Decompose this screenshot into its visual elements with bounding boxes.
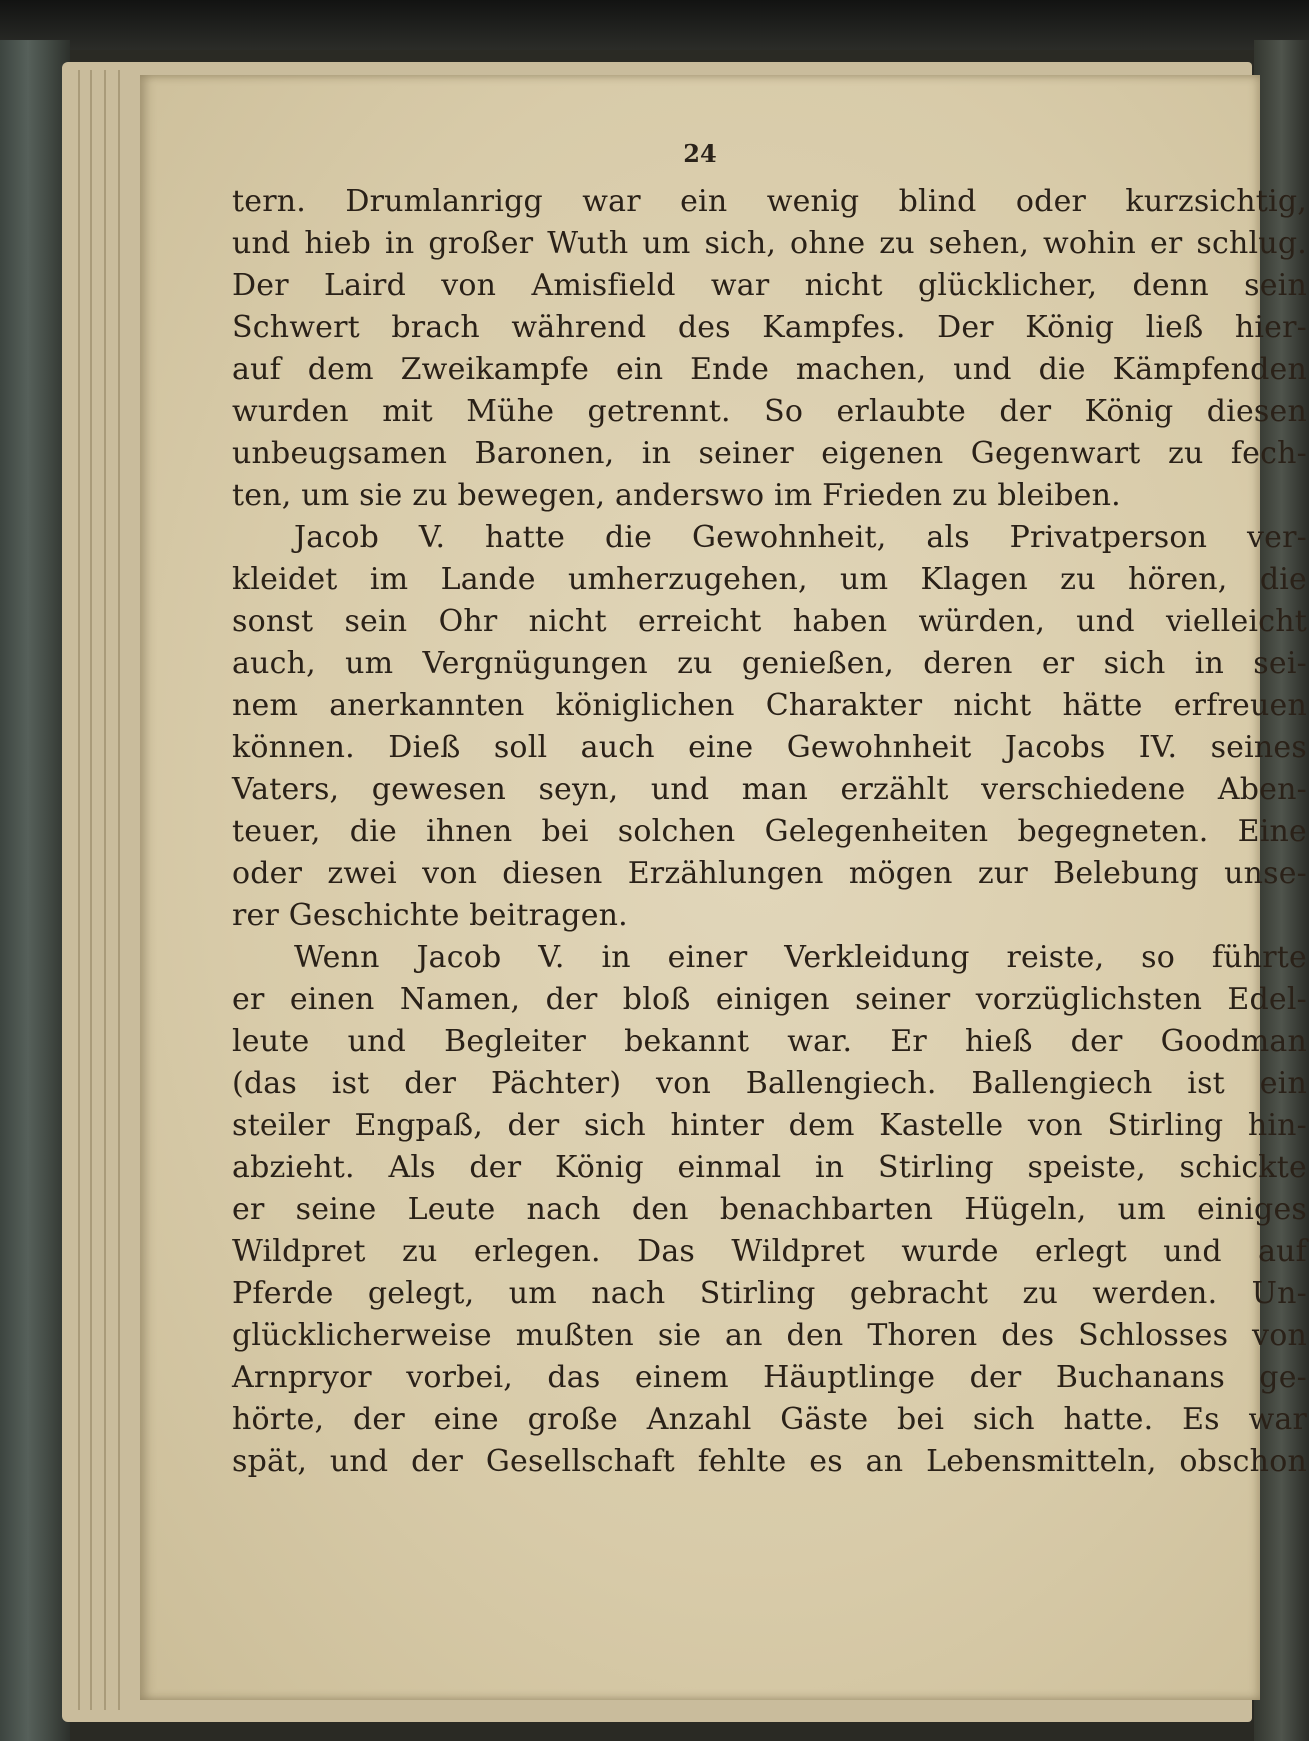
text-line: Der Laird von Amisfield war nicht glücklicher, denn sein xyxy=(232,268,1307,303)
text-line: Wenn Jacob V. in einer Verkleidung reiste, so führte xyxy=(294,940,1307,975)
page-edge xyxy=(78,70,80,1710)
text-line: er einen Namen, der bloß einigen seiner vorzüglichsten Edel- xyxy=(232,982,1307,1017)
text-line: teuer, die ihnen bei solchen Gelegenheiten begegneten. Eine xyxy=(232,814,1307,849)
book-cover-left xyxy=(0,40,70,1741)
text-line: Wildpret zu erlegen. Das Wildpret wurde erlegt und auf xyxy=(232,1234,1307,1269)
text-line: spät, und der Gesellschaft fehlte es an Lebensmitteln, obschon xyxy=(232,1444,1307,1479)
text-line: Jacob V. hatte die Gewohnheit, als Privatperson ver- xyxy=(294,520,1307,555)
text-line: steiler Engpaß, der sich hinter dem Kastelle von Stirling hin- xyxy=(232,1108,1307,1143)
book-page xyxy=(140,75,1307,1700)
text-line: Pferde gelegt, um nach Stirling gebracht zu werden. Un- xyxy=(232,1276,1307,1311)
text-line: kleidet im Lande umherzugehen, um Klagen zu hören, die xyxy=(232,562,1307,597)
text-line: und hieb in großer Wuth um sich, ohne zu sehen, wohin er schlug. xyxy=(232,226,1307,261)
text-line: unbeugsamen Baronen, in seiner eigenen Gegenwart zu fech- xyxy=(232,436,1307,471)
text-line: sonst sein Ohr nicht erreicht haben würden, und vielleicht xyxy=(232,604,1307,639)
text-line: (das ist der Pächter) von Ballengiech. Ballengiech ist ein xyxy=(232,1066,1307,1101)
text-line: leute und Begleiter bekannt war. Er hieß der Goodman xyxy=(232,1024,1307,1059)
text-line: wurden mit Mühe getrennt. So erlaubte der König diesen xyxy=(232,394,1307,429)
text-line: hörte, der eine große Anzahl Gäste bei sich hatte. Es war xyxy=(232,1402,1307,1437)
text-line: ten, um sie zu bewegen, anderswo im Frieden zu bleiben. xyxy=(232,478,1121,513)
text-line: glücklicherweise mußten sie an den Thoren des Schlosses von xyxy=(232,1318,1307,1353)
text-line: auf dem Zweikampfe ein Ende machen, und die Kämpfenden xyxy=(232,352,1307,387)
text-line: nem anerkannten königlichen Charakter nicht hätte erfreuen xyxy=(232,688,1307,723)
page-number: 24 xyxy=(683,139,717,168)
page-edge xyxy=(104,70,106,1710)
text-line: tern. Drumlanrigg war ein wenig blind oder kurzsichtig, xyxy=(232,184,1307,219)
text-line: oder zwei von diesen Erzählungen mögen zur Belebung unse- xyxy=(232,856,1307,891)
text-line: Schwert brach während des Kampfes. Der König ließ hier- xyxy=(232,310,1307,345)
page-edge xyxy=(90,70,92,1710)
text-line: er seine Leute nach den benachbarten Hügeln, um einiges xyxy=(232,1192,1307,1227)
text-line: rer Geschichte beitragen. xyxy=(232,898,628,933)
scanner-background xyxy=(0,0,1309,50)
text-line: Arnpryor vorbei, das einem Häuptlinge der Buchanans ge- xyxy=(232,1360,1307,1395)
text-line: können. Dieß soll auch eine Gewohnheit Jacobs IV. seines xyxy=(232,730,1307,765)
text-line: Vaters, gewesen seyn, und man erzählt verschiedene Aben- xyxy=(232,772,1307,807)
text-line: abzieht. Als der König einmal in Stirling speiste, schickte xyxy=(232,1150,1307,1185)
text-line: auch, um Vergnügungen zu genießen, deren er sich in sei- xyxy=(232,646,1307,681)
page-edge xyxy=(118,70,120,1710)
